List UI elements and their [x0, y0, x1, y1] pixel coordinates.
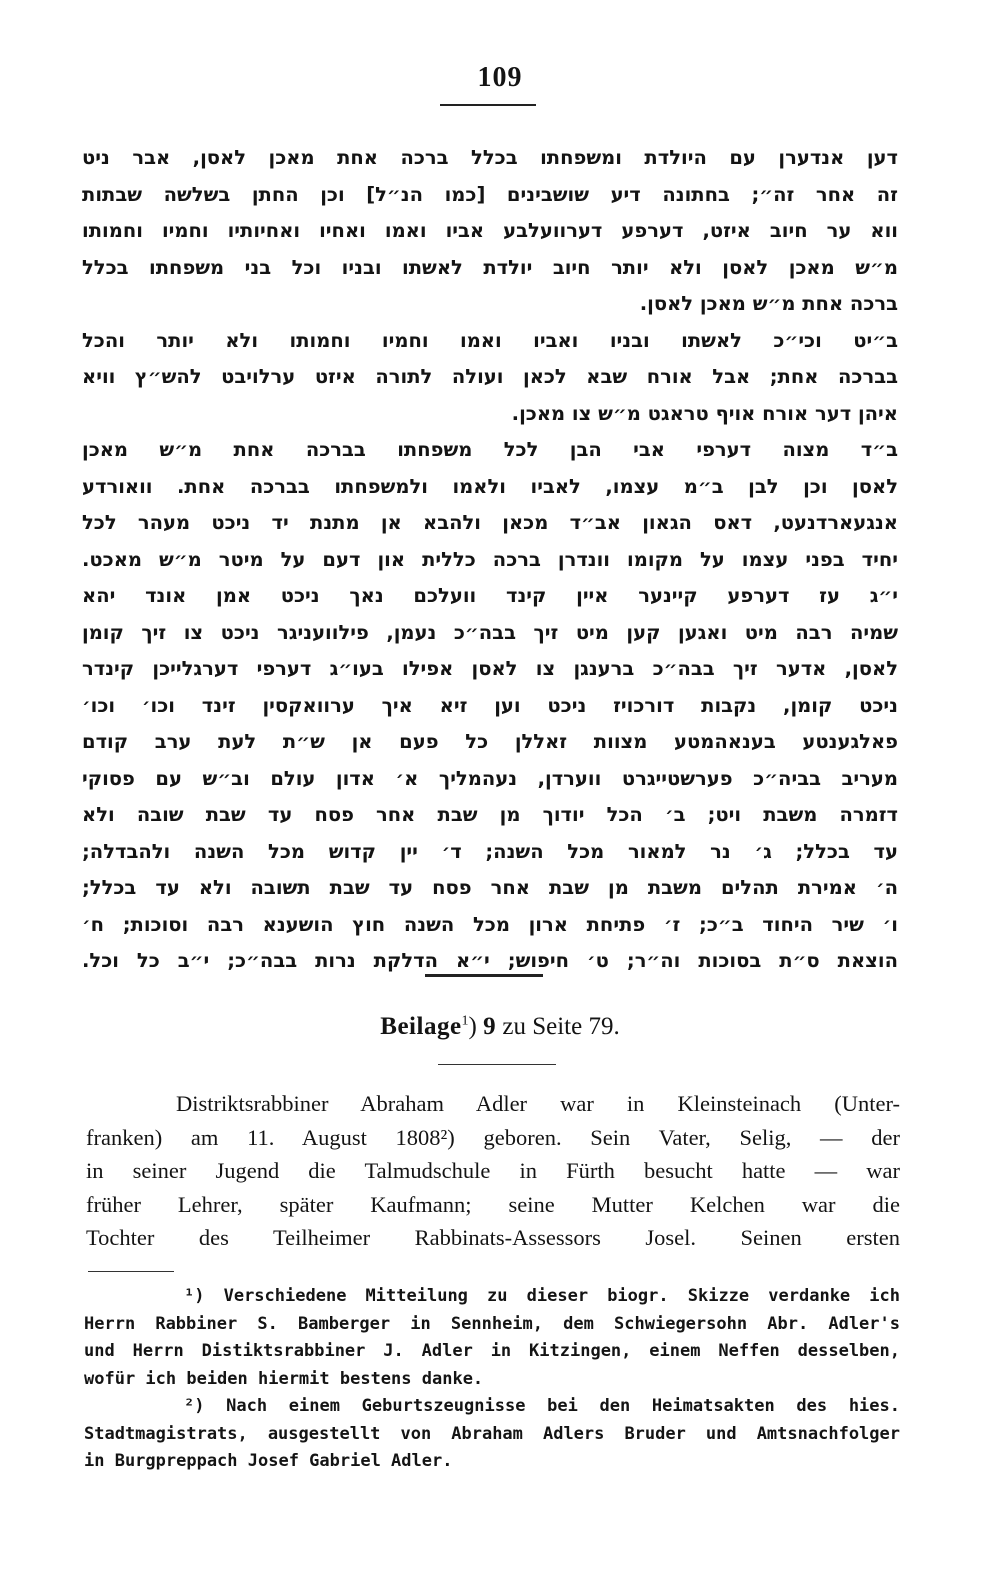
hebrew-line: ו׳ שיר היחוד ב״כ; ז׳ פתיחת ארון מכל השנה חוץ הושענא רבה וסוכות; ח׳ [82, 912, 898, 936]
hebrew-line: פאלגענטע בענאהמטע מצוות זאללן כל פעם אן ש״ת לעת ערב קודם [82, 730, 898, 753]
footnote-line: in Burgpreppach Josef Gabriel Adler. [84, 1451, 453, 1471]
section-divider [425, 974, 543, 977]
footnote-separator [88, 1271, 174, 1272]
hebrew-line: ברכה אחת מ״ש מאכן לאסן. [639, 292, 898, 315]
hebrew-line: דזמרה משבת ויט; ב׳ הכל יודוך מן שבת אחר פסח עד שבת שובה ולא [82, 803, 898, 826]
hebrew-text-block [82, 140, 898, 980]
hebrew-line: הוצאת ס״ת בסוכות וה״ר; ט׳ חיפוש; י״א הדלקת נרות בבה״כ; י״ב כל וכל. [82, 949, 898, 972]
body-paragraph [86, 1087, 900, 1255]
hebrew-line: יחיד בפני עצמו על מקומו וונדרן ברכה כללית און דעם על מיטר מ״ש מאכט. [82, 547, 898, 571]
page-number: 109 [477, 62, 523, 93]
heading-paren: ) [468, 1013, 477, 1040]
footnotes [84, 1283, 900, 1476]
hebrew-line: מ״ש מאכן לאסן ולא יותר חיוב יולדת לאשתו ובניו וכל בני משפחתו בכלל [82, 255, 898, 279]
hebrew-line: עד בכלל; ג׳ נר למאור מכל השנה; ד׳ יין קדוש מכל השנה ולהבדלה; [82, 839, 898, 863]
hebrew-line: ה׳ אמירת תהלים משבת מן שבת אחר פסח עד שבת תשובה ולא עד בכלל; [82, 876, 898, 899]
section-heading [0, 1013, 1000, 1041]
heading-number: 9 [483, 1013, 497, 1040]
body-line: franken) am 11. August 1808²) geboren. Sein Vater, Selig, — der [86, 1124, 900, 1150]
body-line: in seiner Jugend die Talmudschule in Fürth besucht hatte — war [86, 1158, 900, 1183]
hebrew-line: לאסן וכן לבן ב״מ עצמו, לאביו ולאמו ולמשפחתו בברכה אחת. וואורדע [82, 474, 898, 498]
heading-footnote-ref: 1 [461, 1013, 469, 1029]
hebrew-line: זה אחר זה״; בחתונה דיע שושבינים [כמו הנ״ל] וכן החתן בשלשה שבתות [82, 182, 898, 206]
hebrew-line: מעריב בביה״כ פערשטייגרט ווערדן, נעהמליך א׳ אדון עולם וב״ש עם פסוקי [82, 766, 898, 790]
heading-rest: zu Seite 79. [502, 1013, 620, 1040]
footnote-line: Stadtmagistrats, ausgestellt von Abraham Adlers Bruder und Amtsnachfolger [84, 1423, 900, 1444]
footnote-line: Herrn Rabbiner S. Bamberger in Sennheim, dem Schwiegersohn Abr. Adler's [84, 1313, 900, 1334]
hebrew-line: ב״יט וכי״כ לאשתו ובניו ואביו ואמו וחמיו וחמותו ולא יותר והכל [82, 328, 898, 352]
footnote-line: ¹) Verschiedene Mitteilung zu dieser biogr. Skizze verdanke ich [184, 1286, 900, 1306]
hebrew-line: שמיה רבה מיט ואגען קען מיט זיך בבה״כ נעמן, פילוועניגר ניכט צו זיך קומן [82, 620, 898, 644]
heading-word: Beilage [380, 1013, 462, 1040]
hebrew-line: ניכט קומן, נקבות דורכויז ניכט וען זיא איך ערוואקסין זינד וכו׳ וכו׳ [82, 693, 898, 717]
body-line: früher Lehrer, später Kaufmann; seine Mutter Kelchen war die [86, 1191, 900, 1217]
hebrew-line: י״ג עז דערפע קיינער איין קינד וועלכם נאך ניכט אמן אונד יהא [82, 584, 898, 607]
hebrew-line: לאסן, אדער זיך בבה״כ ברענגן צו לאסן אפילו בעו״ג דערפי דערגלייכן קינדר [82, 657, 898, 680]
body-line: Distriktsrabbiner Abraham Adler war in Kleinsteinach (Unter- [176, 1091, 900, 1116]
heading-underline [438, 1064, 556, 1065]
body-line: Tochter des Teilheimer Rabbinats-Assessors Josel. Seinen ersten [86, 1225, 900, 1250]
hebrew-line: אנגעארדנעט, דאס הגאון אב״ד מכאן ולהבא אן מתנת יד ניכט מעהר לכל [82, 511, 898, 534]
hebrew-line: בברכה אחת; אבל אורח שבא לכאן ועולה לתורה איזט ערלויבט להש״ץ וויא [82, 365, 898, 388]
footnote-line: wofür ich beiden hiermit bestens danke. [84, 1368, 484, 1389]
hebrew-line: ב״ד מצוה דערפי אבי הבן לכל משפחתו בברכה אחת מ״ש מאכן [82, 438, 898, 461]
hebrew-line: איהן דער אורח אויף טראגט מ״ש צו מאכן. [511, 401, 898, 425]
footnote-line: ²) Nach einem Geburtszeugnisse bei den Heimatsakten des hies. [184, 1396, 900, 1416]
hebrew-line: דען אנדערן עם היולדת ומשפחתו בכלל ברכה אחת מאכן לאסן, אבר ניט [82, 146, 898, 169]
hebrew-line: ווא ער חיוב איזט, דערפע דערוועלבע אביו ואמו ואחיו ואחיותיו וחמיו וחמותו [82, 219, 898, 242]
footnote-line: und Herrn Distiktsrabbiner J. Adler in Kitzingen, einem Neffen desselben, [84, 1341, 900, 1361]
page-number-rule [440, 104, 536, 106]
